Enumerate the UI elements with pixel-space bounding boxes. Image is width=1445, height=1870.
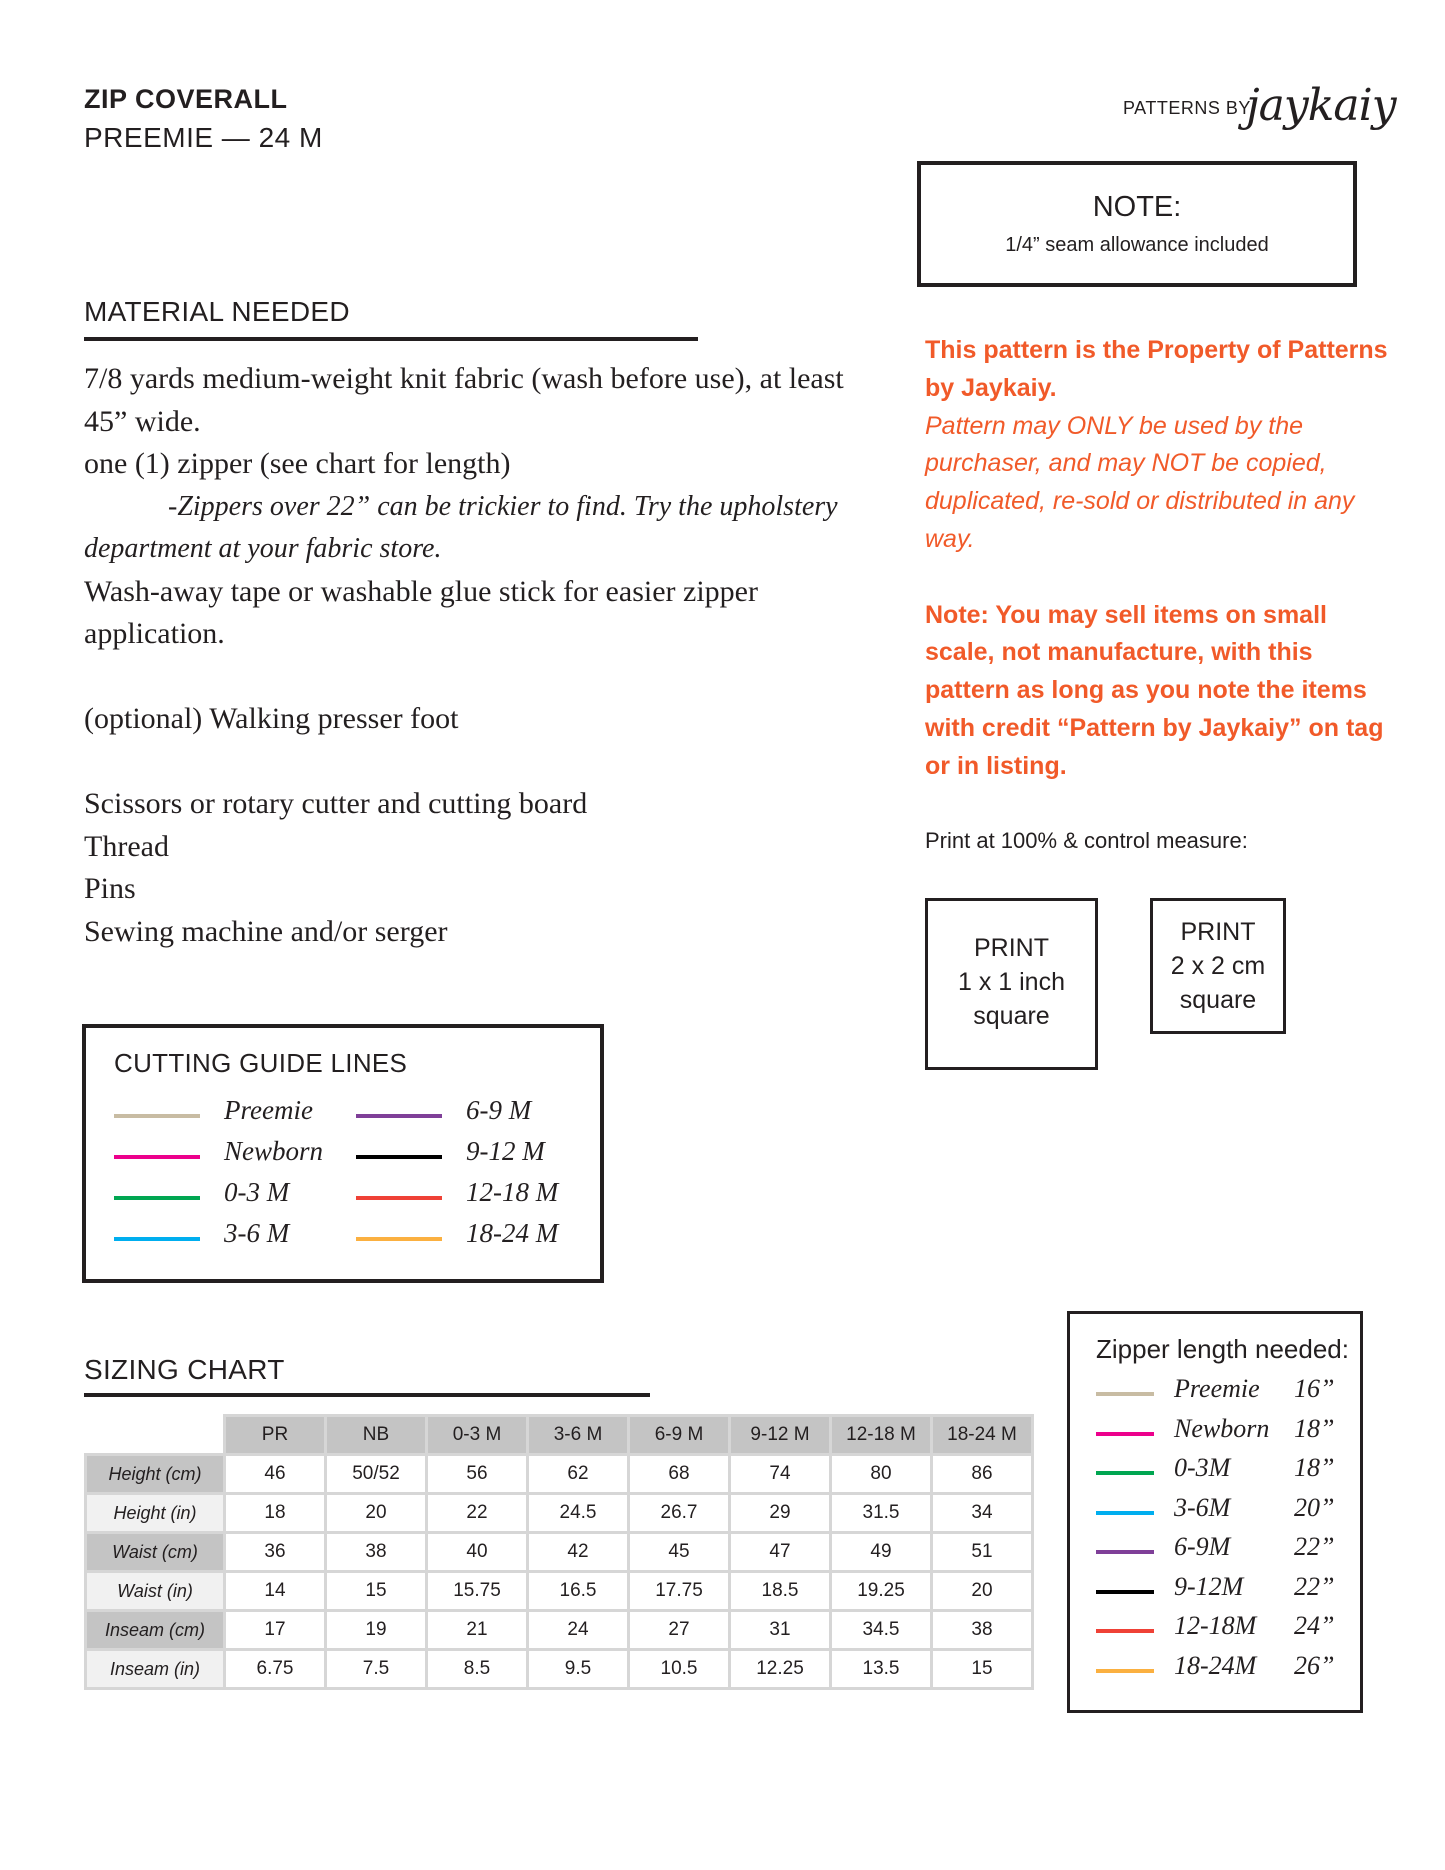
brand-prefix: PATTERNS BY: [1123, 98, 1251, 118]
table-cell: 68: [629, 1455, 730, 1494]
zipper-size-label: 6-9M: [1174, 1532, 1231, 1561]
cutting-line-swatch: [114, 1114, 200, 1118]
column-header: 0-3 M: [427, 1416, 528, 1455]
zipper-length-value: 16”: [1294, 1374, 1335, 1403]
zipper-length-value: 22”: [1294, 1571, 1335, 1601]
table-cell: 49: [831, 1533, 932, 1572]
table-cell: 7.5: [326, 1650, 427, 1689]
material-item: Wash-away tape or washable glue stick for easier zipper application.: [84, 574, 758, 650]
material-item: 7/8 yards medium-weight knit fabric (wash before use), at least 45” wide.: [84, 362, 844, 438]
zipper-length-value: 20”: [1294, 1492, 1335, 1522]
cutting-line-swatch: [356, 1155, 442, 1159]
materials-list: [84, 358, 864, 953]
table-row: [86, 1650, 1033, 1689]
table-cell: 16.5: [528, 1572, 629, 1611]
zipper-length-value: 22”: [1294, 1532, 1335, 1561]
material-note: department at your fabric store.: [84, 533, 442, 564]
table-cell: 9.5: [528, 1650, 629, 1689]
table-row: [86, 1572, 1033, 1611]
table-row: [86, 1533, 1033, 1572]
column-header: 9-12 M: [730, 1416, 831, 1455]
page-subtitle: PREEMIE — 24 M: [84, 122, 323, 153]
zipper-size-label: 3-6M: [1174, 1492, 1231, 1522]
table-cell: 26.7: [629, 1494, 730, 1533]
materials-heading: MATERIAL NEEDED: [84, 296, 350, 327]
zipper-length-value: 18”: [1294, 1413, 1335, 1443]
table-cell: 24.5: [528, 1494, 629, 1533]
column-header: 18-24 M: [932, 1416, 1033, 1455]
cutting-line-label: 6-9 M: [466, 1095, 532, 1125]
table-cell: 10.5: [629, 1650, 730, 1689]
sizing-heading: SIZING CHART: [84, 1354, 285, 1385]
zipper-size-label: 18-24M: [1174, 1650, 1257, 1680]
cutting-line-label: 0-3 M: [224, 1177, 290, 1207]
table-cell: 31.5: [831, 1494, 932, 1533]
table-cell: 47: [730, 1533, 831, 1572]
materials-divider: [84, 337, 698, 341]
table-cell: 6.75: [225, 1650, 326, 1689]
table-cell: 17.75: [629, 1572, 730, 1611]
property-statement: This pattern is the Property of Patterns by Jaykaiy.: [925, 336, 1388, 402]
table-cell: 80: [831, 1455, 932, 1494]
column-header: 12-18 M: [831, 1416, 932, 1455]
cutting-guide-legend: [82, 1024, 604, 1283]
table-cell: 74: [730, 1455, 831, 1494]
column-header: 6-9 M: [629, 1416, 730, 1455]
print-box-line: square: [973, 1002, 1050, 1030]
table-cell: 38: [326, 1533, 427, 1572]
row-header: Waist (cm): [86, 1533, 225, 1572]
print-box-line: PRINT: [1180, 918, 1256, 946]
property-notice: [925, 332, 1395, 786]
row-header: Inseam (cm): [86, 1611, 225, 1650]
cutting-line-swatch: [114, 1237, 200, 1241]
cutting-line-swatch: [356, 1196, 442, 1200]
zipper-length-legend: [1067, 1311, 1363, 1713]
zipper-length-value: 26”: [1294, 1650, 1335, 1680]
brand-logo: jaykaiy: [1246, 80, 1396, 131]
cutting-line-label: 9-12 M: [466, 1136, 545, 1166]
column-header: 3-6 M: [528, 1416, 629, 1455]
table-row: [86, 1611, 1033, 1650]
cutting-line-swatch: [356, 1237, 442, 1241]
zipper-size-label: 12-18M: [1174, 1611, 1257, 1640]
print-box-line: square: [1179, 986, 1257, 1014]
zipper-line-swatch: [1096, 1432, 1154, 1436]
table-cell: 18: [225, 1494, 326, 1533]
table-cell: 18.5: [730, 1572, 831, 1611]
table-cell: 45: [629, 1533, 730, 1572]
zipper-legend-title: Zipper length needed:: [1096, 1334, 1349, 1364]
zipper-size-label: 0-3M: [1174, 1453, 1231, 1482]
zipper-size-label: Newborn: [1174, 1413, 1270, 1443]
table-cell: 15: [326, 1572, 427, 1611]
row-header: Inseam (in): [86, 1650, 225, 1689]
material-item: Pins: [84, 872, 136, 905]
row-header: Height (in): [86, 1494, 225, 1533]
table-cell: 34.5: [831, 1611, 932, 1650]
print-instruction: Print at 100% & control measure:: [925, 828, 1248, 853]
zipper-line-swatch: [1096, 1392, 1154, 1396]
print-box-line: PRINT: [974, 934, 1049, 962]
cutting-line-swatch: [114, 1196, 200, 1200]
material-item: one (1) zipper (see chart for length): [84, 447, 511, 480]
print-box-line: 2 x 2 cm: [1170, 952, 1266, 980]
print-box-line: 1 x 1 inch: [957, 968, 1065, 996]
table-cell: 50/52: [326, 1455, 427, 1494]
row-header: Height (cm): [86, 1455, 225, 1494]
zipper-line-swatch: [1096, 1590, 1154, 1594]
zipper-size-label: 9-12M: [1174, 1571, 1244, 1601]
cutting-line-swatch: [114, 1155, 200, 1159]
table-cell: 15: [932, 1650, 1033, 1689]
zipper-line-swatch: [1096, 1669, 1154, 1673]
table-cell: 19.25: [831, 1572, 932, 1611]
table-cell: 15.75: [427, 1572, 528, 1611]
table-cell: 24: [528, 1611, 629, 1650]
cutting-line-label: Newborn: [224, 1136, 324, 1166]
material-item: Sewing machine and/or serger: [84, 914, 448, 948]
sizing-divider: [84, 1393, 650, 1397]
seam-allowance-note: [917, 161, 1357, 287]
table-corner: [86, 1416, 225, 1455]
table-cell: 20: [932, 1572, 1033, 1611]
usage-restriction: Pattern may ONLY be used by the purchaser, and may NOT be copied, duplicated, re-sold or distributed in any way.: [925, 411, 1355, 553]
table-cell: 34: [932, 1494, 1033, 1533]
zipper-line-swatch: [1096, 1511, 1154, 1515]
material-item: Scissors or rotary cutter and cutting board: [84, 787, 588, 820]
zipper-size-label: Preemie: [1174, 1374, 1260, 1403]
table-cell: 51: [932, 1533, 1033, 1572]
column-header: PR: [225, 1416, 326, 1455]
column-header: NB: [326, 1416, 427, 1455]
zipper-line-swatch: [1096, 1550, 1154, 1554]
table-cell: 12.25: [730, 1650, 831, 1689]
table-cell: 56: [427, 1455, 528, 1494]
table-cell: 27: [629, 1611, 730, 1650]
cutting-line-label: 18-24 M: [466, 1218, 559, 1248]
table-cell: 86: [932, 1455, 1033, 1494]
table-cell: 21: [427, 1611, 528, 1650]
selling-note: Note: You may sell items on small scale, not manufacture, with this pattern as long as you note the items with credit “Pattern by Jaykaiy” on tag or in listing.: [925, 600, 1384, 780]
table-cell: 8.5: [427, 1650, 528, 1689]
sizing-header-row: [86, 1416, 1033, 1455]
note-text: 1/4” seam allowance included: [1005, 234, 1269, 256]
table-cell: 19: [326, 1611, 427, 1650]
cutting-line-swatch: [356, 1114, 442, 1118]
note-title: NOTE:: [1092, 191, 1182, 223]
material-item: (optional) Walking presser foot: [84, 702, 459, 735]
table-cell: 42: [528, 1533, 629, 1572]
zipper-length-value: 18”: [1294, 1453, 1335, 1482]
material-note: -Zippers over 22” can be trickier to find. Try the upholstery: [168, 490, 838, 522]
print-check-cm-square: [1150, 898, 1286, 1034]
cutting-line-label: Preemie: [224, 1095, 313, 1125]
zipper-line-swatch: [1096, 1629, 1154, 1633]
table-cell: 46: [225, 1455, 326, 1494]
table-cell: 20: [326, 1494, 427, 1533]
table-cell: 62: [528, 1455, 629, 1494]
sizing-table: [84, 1414, 1034, 1690]
table-cell: 13.5: [831, 1650, 932, 1689]
table-cell: 22: [427, 1494, 528, 1533]
cutting-line-label: 12-18 M: [466, 1177, 559, 1207]
cutting-line-label: 3-6 M: [224, 1218, 290, 1248]
print-check-inch-square: [925, 898, 1098, 1070]
zipper-length-value: 24”: [1294, 1611, 1335, 1640]
page-title: ZIP COVERALL: [84, 84, 288, 114]
cutting-guide-title: CUTTING GUIDE LINES: [114, 1048, 408, 1078]
table-cell: 29: [730, 1494, 831, 1533]
table-cell: 38: [932, 1611, 1033, 1650]
table-cell: 31: [730, 1611, 831, 1650]
table-cell: 40: [427, 1533, 528, 1572]
material-item: Thread: [84, 829, 169, 863]
row-header: Waist (in): [86, 1572, 225, 1611]
table-cell: 14: [225, 1572, 326, 1611]
table-cell: 36: [225, 1533, 326, 1572]
table-cell: 17: [225, 1611, 326, 1650]
table-row: [86, 1494, 1033, 1533]
zipper-line-swatch: [1096, 1471, 1154, 1475]
table-row: [86, 1455, 1033, 1494]
